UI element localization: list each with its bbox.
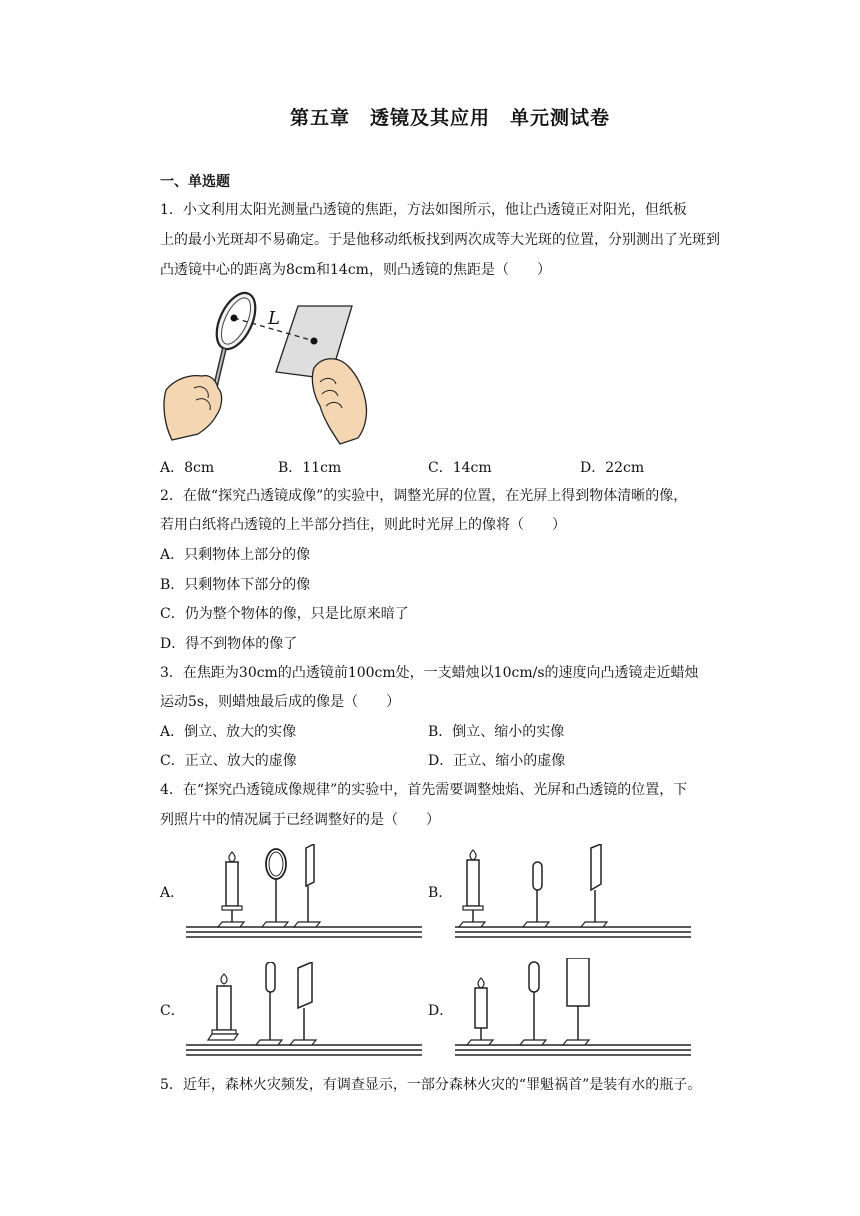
question-1-line-2: 上的最小光斑却不易确定。于是他移动纸板找到两次成等大光斑的位置，分别测出了光斑到 (160, 232, 720, 248)
question-1-option-b: B．11cm (278, 460, 342, 476)
question-1-option-d: D．22cm (580, 460, 645, 476)
candle (226, 862, 238, 906)
question-1-option-a: A．8cm (160, 460, 215, 476)
question-3-option-a: A．倒立、放大的实像 (160, 724, 297, 740)
question-2-line-2: 若用白纸将凸透镜的上半部分挡住，则此时光屏上的像将（ ） (160, 517, 566, 533)
question-2-line-1: 2．在做“探究凸透镜成像”的实验中，调整光屏的位置，在光屏上得到物体清晰的像， (160, 488, 688, 504)
distance-label: L (268, 308, 280, 329)
option-a-figure (186, 844, 426, 944)
question-1-line-3: 凸透镜中心的距离为8cm和14cm，则凸透镜的焦距是（ ） (160, 262, 551, 278)
candle (217, 986, 231, 1030)
question-3-line-2: 运动5s，则蜡烛最后成的像是（ ） (160, 694, 401, 710)
lens (533, 862, 542, 890)
candle (467, 860, 479, 906)
lens (529, 962, 539, 992)
question-2-option-a: A．只剩物体上部分的像 (160, 547, 311, 563)
screen (298, 962, 312, 1008)
option-c-figure (186, 962, 426, 1062)
question-3-option-d: D．正立、缩小的虚像 (428, 753, 566, 769)
question-4-option-b: B． (428, 885, 453, 901)
lens (266, 962, 275, 992)
question-2-option-c: C．仍为整个物体的像，只是比原来暗了 (160, 606, 409, 622)
page-title: 第五章 透镜及其应用 单元测试卷 (289, 107, 610, 129)
question-4-line-2: 列照片中的情况属于已经调整好的是（ ） (160, 812, 440, 828)
question-4-line-1: 4．在“探究凸透镜成像规律”的实验中，首先需要调整烛焰、光屏和凸透镜的位置，下 (160, 782, 688, 798)
question-4-option-d: D． (428, 1003, 454, 1019)
question-1-option-c: C．14cm (428, 460, 492, 476)
question-2-option-d: D．得不到物体的像了 (160, 636, 298, 652)
question-1-line-1: 1．小文利用太阳光测量凸透镜的焦距，方法如图所示，他让凸透镜正对阳光，但纸板 (160, 202, 687, 218)
option-d-figure (455, 958, 695, 1062)
question-3-line-1: 3．在焦距为30cm的凸透镜前100cm处，一支蜡烛以10cm/s的速度向凸透镜走近蜡烛 (160, 665, 699, 681)
question-1-figure (158, 284, 383, 449)
question-3-option-c: C．正立、放大的虚像 (160, 753, 297, 769)
option-b-figure (455, 844, 695, 944)
question-5-line-1: 5．近年，森林火灾频发，有调查显示，一部分森林火灾的“罪魁祸首”是装有水的瓶子。 (160, 1077, 702, 1093)
question-2-option-b: B．只剩物体下部分的像 (160, 577, 311, 593)
question-4-option-c: C． (160, 1003, 185, 1019)
question-3-option-b: B．倒立、缩小的实像 (428, 724, 565, 740)
screen (591, 844, 601, 890)
question-4-option-a: A． (160, 885, 185, 901)
candle (475, 988, 487, 1028)
right-hand (312, 359, 366, 444)
left-hand (164, 376, 222, 440)
screen (567, 958, 589, 1006)
section-heading: 一、单选题 (160, 174, 230, 190)
screen (306, 844, 314, 886)
